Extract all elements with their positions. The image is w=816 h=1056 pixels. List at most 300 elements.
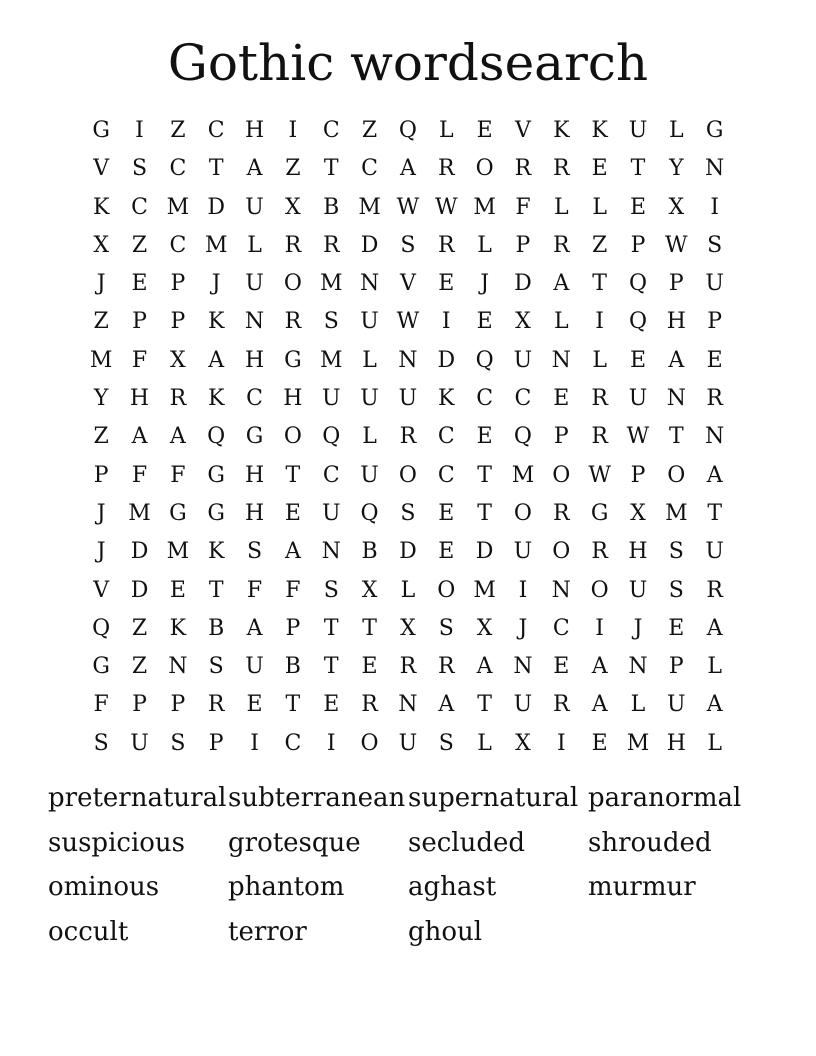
grid-cell: G (705, 118, 724, 143)
grid-cell: H (244, 347, 265, 373)
grid-cell: F (131, 462, 148, 488)
grid-cell: K (553, 118, 570, 143)
grid-cell: S (170, 730, 186, 756)
grid-cell: J (96, 500, 106, 526)
grid-cell: P (553, 424, 569, 450)
grid-cell: K (207, 386, 225, 412)
word-list (48, 776, 768, 954)
grid-cell: M (319, 271, 343, 297)
grid-row (82, 150, 734, 188)
grid-cell: R (553, 156, 570, 182)
grid-cell: A (246, 156, 263, 182)
grid-cell: P (132, 309, 147, 335)
grid-cell: T (668, 424, 684, 450)
grid-cell: N (398, 347, 418, 373)
grid-cell: E (553, 386, 570, 412)
grid-cell: V (93, 577, 110, 603)
grid-cell: S (323, 309, 339, 335)
grid-cell: E (131, 271, 148, 297)
grid-row (82, 380, 734, 418)
grid-row (82, 610, 734, 648)
grid-cell: U (245, 654, 264, 680)
grid-cell: V (399, 271, 416, 297)
grid-cell: Z (361, 118, 378, 143)
grid-cell: D (130, 577, 149, 603)
grid-cell: O (283, 424, 302, 450)
grid-cell: U (628, 118, 648, 143)
grid-cell: R (284, 309, 302, 335)
grid-cell: F (515, 194, 531, 220)
grid-cell: H (666, 730, 686, 756)
grid-cell: R (361, 692, 378, 718)
grid-row (82, 227, 734, 265)
grid-cell: G (284, 347, 302, 373)
grid-cell: I (441, 309, 451, 335)
grid-cell: H (628, 539, 648, 565)
grid-cell: D (207, 194, 226, 220)
grid-cell: A (591, 692, 608, 718)
grid-cell: Y (669, 156, 684, 182)
grid-cell: M (128, 500, 151, 526)
letter-grid (82, 112, 734, 763)
grid-cell: A (706, 462, 723, 488)
grid-cell: C (169, 232, 187, 258)
grid-cell: O (437, 577, 456, 603)
grid-cell: M (166, 194, 190, 220)
grid-row (82, 418, 734, 456)
grid-cell: N (551, 347, 571, 373)
grid-cell: L (553, 309, 569, 335)
grid-cell: T (285, 692, 301, 718)
grid-cell: B (284, 654, 301, 680)
grid-cell: O (283, 271, 302, 297)
grid-cell: D (130, 539, 149, 565)
word-list-item: secluded (408, 827, 526, 858)
grid-cell: L (592, 347, 607, 373)
word-list-item: suspicious (48, 827, 186, 858)
grid-cell: P (707, 309, 723, 335)
grid-cell: I (288, 118, 298, 143)
grid-cell: L (592, 194, 607, 220)
grid-cell: U (628, 577, 648, 603)
grid-cell: P (93, 462, 109, 488)
grid-cell: C (437, 424, 455, 450)
word-list-item: preternatural (48, 783, 227, 813)
grid-cell: E (438, 271, 455, 297)
grid-cell: R (553, 232, 570, 258)
grid-cell: A (284, 539, 301, 565)
grid-cell: O (398, 462, 417, 488)
grid-cell: I (135, 118, 144, 143)
grid-cell: K (207, 539, 225, 565)
grid-cell: Q (513, 424, 532, 450)
grid-cell: C (169, 156, 187, 182)
grid-cell: W (396, 309, 420, 335)
grid-cell: H (283, 386, 303, 412)
grid-cell: G (92, 654, 110, 680)
grid-cell: H (244, 500, 265, 526)
grid-cell: C (131, 194, 148, 220)
grid-cell: R (591, 386, 608, 412)
grid-cell: R (437, 156, 455, 182)
grid-cell: I (595, 309, 604, 335)
grid-cell: N (168, 654, 188, 680)
grid-cell: H (129, 386, 150, 412)
grid-cell: T (208, 156, 224, 182)
grid-cell: G (590, 500, 609, 526)
grid-cell: P (170, 271, 186, 297)
grid-cell: A (591, 654, 608, 680)
grid-cell: E (438, 500, 455, 526)
grid-cell: Q (322, 424, 341, 450)
grid-cell: M (511, 462, 535, 488)
grid-cell: S (668, 577, 684, 603)
grid-cell: U (513, 539, 533, 565)
grid-cell: M (665, 500, 688, 526)
grid-cell: B (208, 615, 225, 641)
grid-cell: W (434, 194, 458, 220)
grid-cell: G (245, 424, 264, 450)
grid-cell: O (475, 156, 494, 182)
grid-cell: E (284, 500, 301, 526)
grid-cell: N (666, 386, 686, 412)
grid-cell: R (399, 424, 417, 450)
grid-cell: Z (131, 654, 148, 680)
grid-cell: S (131, 156, 148, 182)
grid-cell: K (207, 309, 225, 335)
grid-cell: M (204, 232, 228, 258)
grid-cell: A (131, 424, 148, 450)
grid-cell: N (705, 156, 725, 182)
grid-cell: R (553, 692, 570, 718)
grid-cell: U (360, 309, 379, 335)
grid-cell: S (707, 232, 723, 258)
grid-cell: W (626, 424, 650, 450)
grid-cell: X (630, 500, 646, 526)
grid-cell: C (552, 615, 570, 641)
grid-cell: R (437, 654, 455, 680)
grid-cell: L (247, 232, 262, 258)
word-list-item: ominous (48, 872, 160, 902)
grid-cell: O (552, 462, 571, 488)
word-list-item: paranormal (588, 783, 742, 813)
grid-cell: N (551, 577, 571, 603)
grid-cell: G (92, 118, 110, 143)
grid-cell: O (667, 462, 686, 488)
grid-cell: R (514, 156, 532, 182)
grid-cell: V (93, 156, 110, 182)
grid-cell: M (166, 539, 190, 565)
grid-cell: P (630, 462, 646, 488)
grid-cell: A (246, 615, 263, 641)
grid-cell: T (323, 615, 339, 641)
grid-cell: U (245, 271, 264, 297)
grid-cell: F (93, 692, 109, 718)
grid-cell: A (706, 692, 723, 718)
grid-row (82, 112, 734, 150)
grid-cell: T (477, 692, 492, 718)
grid-cell: Q (628, 309, 647, 335)
grid-row (82, 457, 734, 495)
grid-cell: U (513, 692, 533, 718)
grid-cell: E (591, 730, 608, 756)
grid-cell: Z (170, 118, 186, 143)
grid-cell: Y (93, 386, 109, 412)
grid-row (82, 725, 734, 763)
grid-cell: U (628, 386, 648, 412)
grid-cell: I (326, 730, 336, 756)
grid-cell: W (588, 462, 611, 488)
word-list-item: supernatural (408, 783, 579, 813)
grid-cell: E (476, 309, 493, 335)
grid-cell: P (668, 271, 684, 297)
word-list-item: occult (48, 916, 129, 947)
grid-row (82, 648, 734, 686)
grid-cell: N (513, 654, 533, 680)
grid-cell: X (668, 194, 685, 220)
grid-cell: R (399, 654, 417, 680)
grid-cell: V (515, 118, 531, 143)
grid-cell: M (89, 347, 113, 373)
grid-cell: C (437, 462, 455, 488)
grid-cell: G (207, 462, 225, 488)
grid-cell: U (321, 386, 341, 412)
grid-cell: E (591, 156, 608, 182)
grid-cell: D (360, 232, 379, 258)
word-list-item: grotesque (228, 827, 361, 858)
grid-cell: L (553, 194, 569, 220)
grid-row (82, 265, 734, 303)
grid-cell: T (323, 654, 339, 680)
grid-cell: Z (285, 156, 301, 182)
word-list-item: terror (228, 916, 307, 947)
grid-cell: C (246, 386, 263, 412)
grid-cell: A (706, 615, 723, 641)
grid-cell: K (591, 118, 608, 143)
grid-cell: D (475, 539, 494, 565)
grid-cell: L (477, 730, 492, 756)
grid-cell: R (322, 232, 340, 258)
grid-row (82, 303, 734, 341)
grid-cell: C (207, 118, 225, 143)
grid-cell: U (360, 386, 379, 412)
grid-cell: P (515, 232, 531, 258)
grid-cell: O (360, 730, 379, 756)
grid-cell: A (169, 424, 186, 450)
grid-cell: M (473, 194, 496, 220)
grid-cell: X (361, 577, 378, 603)
grid-cell: F (131, 347, 148, 373)
grid-cell: X (285, 194, 301, 220)
grid-cell: T (630, 156, 646, 182)
grid-cell: M (626, 730, 650, 756)
grid-cell: C (284, 730, 302, 756)
grid-cell: J (518, 615, 528, 641)
grid-cell: E (629, 194, 647, 220)
grid-cell: X (515, 730, 531, 756)
grid-cell: A (476, 654, 493, 680)
grid-cell: A (668, 347, 685, 373)
grid-cell: L (362, 347, 377, 373)
grid-cell: A (553, 271, 570, 297)
grid-cell: P (630, 232, 646, 258)
grid-cell: T (707, 500, 723, 526)
grid-cell: U (398, 386, 418, 412)
grid-cell: F (285, 577, 301, 603)
grid-cell: M (358, 194, 381, 220)
grid-cell: U (705, 271, 724, 297)
grid-cell: A (438, 692, 455, 718)
grid-cell: R (207, 692, 225, 718)
word-list-item: shrouded (588, 827, 712, 858)
grid-cell: L (400, 577, 416, 603)
grid-cell: O (590, 577, 609, 603)
grid-cell: T (208, 577, 224, 603)
grid-cell: P (668, 654, 684, 680)
grid-cell: L (477, 232, 492, 258)
grid-cell: S (438, 730, 454, 756)
grid-cell: X (93, 232, 109, 258)
grid-cell: R (591, 539, 608, 565)
grid-cell: S (400, 500, 416, 526)
grid-cell: B (323, 194, 340, 220)
grid-cell: N (244, 309, 265, 335)
grid-cell: N (321, 539, 341, 565)
grid-cell: U (398, 730, 418, 756)
grid-row (82, 189, 734, 227)
grid-cell: P (170, 309, 186, 335)
grid-cell: Q (628, 271, 647, 297)
grid-cell: W (396, 194, 420, 220)
grid-cell: N (628, 654, 648, 680)
grid-cell: Z (93, 309, 109, 335)
grid-cell: E (438, 539, 455, 565)
grid-cell: S (208, 654, 224, 680)
grid-cell: T (285, 462, 301, 488)
grid-cell: U (705, 539, 724, 565)
grid-cell: N (398, 692, 418, 718)
grid-cell: R (591, 424, 608, 450)
grid-cell: P (132, 692, 147, 718)
grid-cell: X (400, 615, 416, 641)
grid-cell: E (169, 577, 186, 603)
grid-cell: H (666, 309, 686, 335)
page-title: Gothic wordsearch (167, 34, 649, 92)
grid-cell: L (707, 654, 722, 680)
grid-cell: E (706, 347, 723, 373)
grid-cell: S (438, 615, 454, 641)
grid-cell: K (92, 194, 110, 220)
grid-cell: I (556, 730, 566, 756)
grid-cell: X (515, 309, 531, 335)
grid-cell: Z (131, 615, 148, 641)
grid-cell: J (96, 539, 106, 565)
grid-cell: P (170, 692, 186, 718)
grid-cell: P (208, 730, 224, 756)
grid-cell: D (514, 271, 532, 297)
grid-cell: Q (207, 424, 226, 450)
grid-cell: E (668, 615, 685, 641)
grid-cell: J (96, 271, 106, 297)
grid-cell: J (480, 271, 490, 297)
grid-cell: L (362, 424, 377, 450)
grid-cell: S (400, 232, 416, 258)
grid-cell: Z (591, 232, 608, 258)
grid-cell: X (476, 615, 493, 641)
grid-cell: F (246, 577, 263, 603)
grid-row (82, 686, 734, 724)
grid-cell: A (208, 347, 225, 373)
grid-cell: G (207, 500, 225, 526)
grid-cell: U (513, 347, 533, 373)
grid-cell: Q (475, 347, 494, 373)
grid-cell: U (245, 194, 264, 220)
grid-row (82, 572, 734, 610)
grid-cell: T (323, 156, 339, 182)
grid-cell: M (319, 347, 343, 373)
grid-cell: U (321, 500, 341, 526)
grid-cell: P (285, 615, 301, 641)
grid-cell: O (513, 500, 532, 526)
grid-cell: T (477, 500, 492, 526)
grid-row (82, 533, 734, 571)
grid-cell: C (322, 118, 340, 143)
grid-cell: R (706, 577, 723, 603)
grid-row (82, 342, 734, 380)
grid-cell: C (361, 156, 378, 182)
grid-cell: R (169, 386, 187, 412)
grid-cell: L (438, 118, 454, 143)
grid-cell: O (552, 539, 571, 565)
grid-cell: K (438, 386, 455, 412)
word-list-item: murmur (588, 872, 696, 902)
grid-cell: L (630, 692, 646, 718)
word-list-item: aghast (408, 872, 497, 902)
grid-cell: Q (398, 118, 417, 143)
grid-cell: H (244, 462, 265, 488)
grid-cell: F (170, 462, 186, 488)
grid-cell: R (706, 386, 723, 412)
grid-cell: S (247, 539, 263, 565)
grid-cell: S (668, 539, 684, 565)
grid-cell: C (476, 386, 494, 412)
grid-cell: N (705, 424, 725, 450)
grid-cell: E (361, 654, 378, 680)
word-list-item: phantom (228, 872, 345, 902)
grid-cell: W (665, 232, 688, 258)
grid-cell: H (244, 118, 265, 143)
grid-cell: R (284, 232, 302, 258)
grid-row (82, 495, 734, 533)
grid-cell: T (592, 271, 607, 297)
grid-cell: G (169, 500, 187, 526)
grid-cell: D (437, 347, 456, 373)
grid-cell: M (473, 577, 496, 603)
grid-cell: L (669, 118, 684, 143)
word-list-item: ghoul (408, 916, 483, 947)
grid-cell: U (667, 692, 686, 718)
grid-cell: N (359, 271, 380, 297)
grid-cell: D (399, 539, 417, 565)
grid-cell: J (211, 271, 221, 297)
grid-cell: I (250, 730, 259, 756)
grid-cell: U (360, 462, 379, 488)
grid-cell: S (93, 730, 109, 756)
grid-cell: J (633, 615, 643, 641)
grid-cell: R (553, 500, 570, 526)
grid-cell: U (130, 730, 149, 756)
grid-cell: Z (131, 232, 148, 258)
